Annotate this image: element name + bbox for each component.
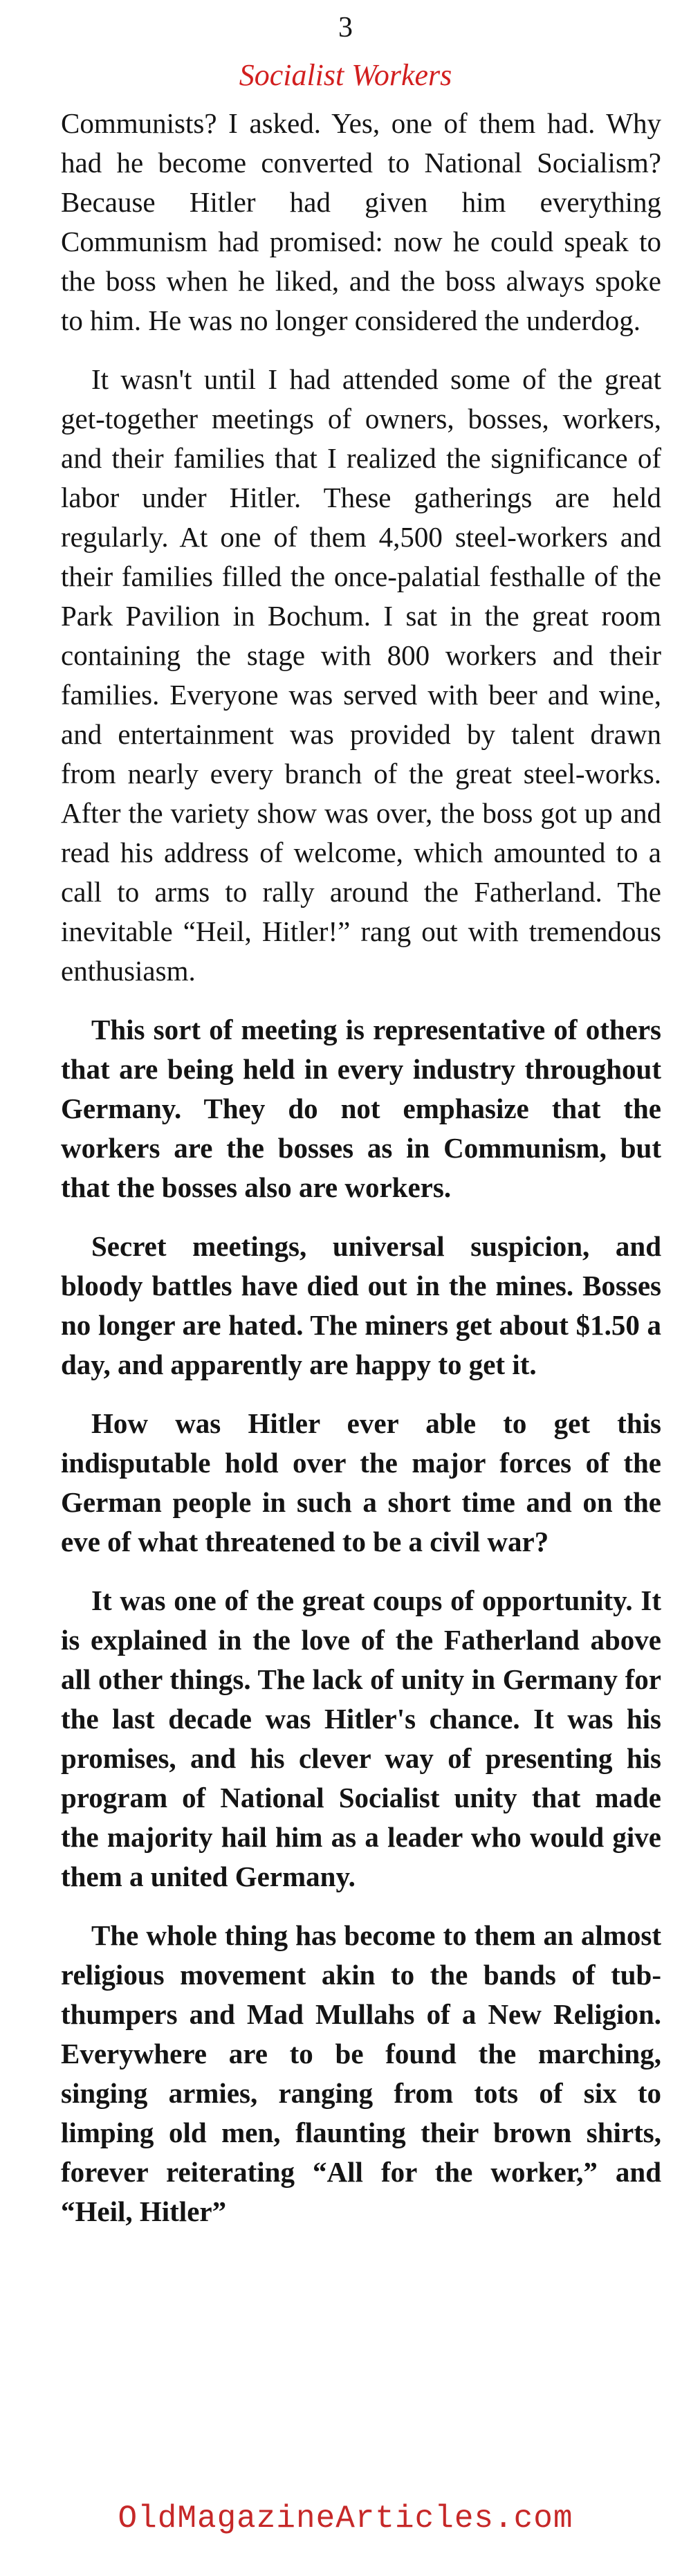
article-paragraph-7: The whole thing has become to them an almost religious movement akin to the bands of tub-thumpers and Mad Mullahs of a New Religion. Everywhere are to be found the marching, singing armies, ranging from tots of six to limping old men, flaunting their brown shirts, forever reiterating “All for the worker,” and “Heil, Hitler” xyxy=(61,1919,661,2227)
article-paragraph-3: This sort of meeting is representative of others that are being held in every industry throughout Germany. They do not emphasize that the workers are the bosses as in Communism, but that the bosses also are workers. xyxy=(61,1014,661,1203)
article-paragraph-2: It wasn't until I had attended some of the great get-together meetings of owners, bosses, workers, and their families that I realized the significance of labor under Hitler. These gatherings are held regularly. At one of them 4,500 steel-workers and their families filled the once-palatial festhalle of the Park Pavilion in Bochum. I sat in the great room containing the stage with 800 workers and their families. Everyone was served with beer and wine, and entertainment was provided by talent drawn from nearly every branch of the great steel-works. After the variety show was over, the boss got up and read his address of welcome, which amounted to a call to arms to rally around the Fatherland. The inevitable “Heil, Hitler!” rang out with tremendous enthusiasm. xyxy=(61,363,661,987)
article-paragraph-1: Communists? I asked. Yes, one of them had. Why had he become converted to National Socialism? Because Hitler had given him everything Communism had promised: now he could speak to the boss when he liked, and the boss always spoke to him. He was no longer considered the underdog. xyxy=(61,107,661,336)
article-body xyxy=(61,104,661,2231)
article-paragraph-4: Secret meetings, universal suspicion, and bloody battles have died out in the mines. Bosses no longer are hated. The miners get about $1.50 a day, and apparently are happy to get it. xyxy=(61,1230,661,1380)
page-number: 3 xyxy=(338,12,353,44)
section-title: Socialist Workers xyxy=(239,58,452,92)
article-paragraph-5: How was Hitler ever able to get this indisputable hold over the major forces of the German people in such a short time and on the eve of what threatened to be a civil war? xyxy=(61,1407,661,1558)
article-paragraph-6: It was one of the great coups of opportunity. It is explained in the love of the Fatherland above all other things. The lack of unity in Germany for the last decade was Hitler's chance. It was his promises, and his clever way of presenting his program of National Socialist unity that made the majority hail him as a leader who would give them a united Germany. xyxy=(61,1584,661,1892)
footer-site-credit: OldMagazineArticles.com xyxy=(118,2501,573,2537)
